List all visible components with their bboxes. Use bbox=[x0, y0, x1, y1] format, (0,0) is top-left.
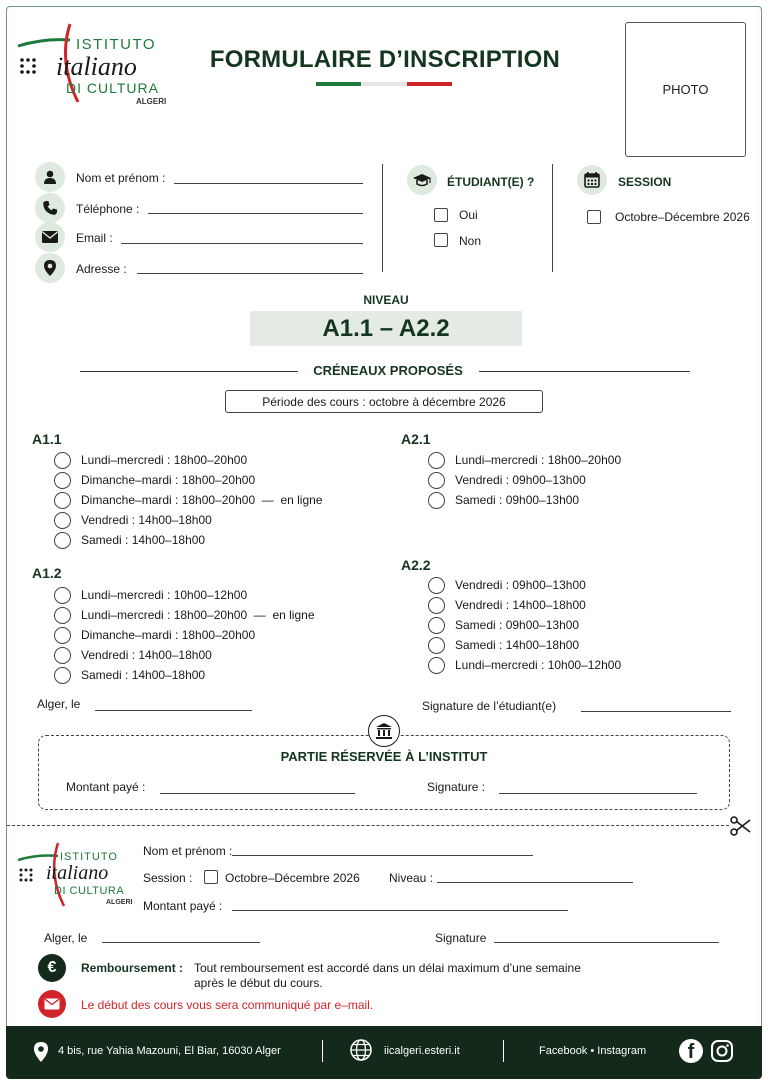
instagram-icon[interactable] bbox=[710, 1039, 734, 1063]
slot-label: Samedi : 14h00–18h00 bbox=[81, 533, 206, 547]
slot-label: Dimanche–mardi : 18h00–20h00 — en ligne bbox=[81, 493, 323, 507]
facebook-icon[interactable]: f bbox=[679, 1039, 703, 1063]
slot-label: Samedi : 14h00–18h00 bbox=[81, 668, 206, 682]
scissors-icon bbox=[730, 815, 752, 837]
slot-label: Samedi : 14h00–18h00 bbox=[455, 638, 580, 652]
slot-option[interactable] bbox=[428, 575, 621, 595]
slot-radio[interactable] bbox=[428, 452, 445, 469]
bank-icon bbox=[368, 715, 400, 747]
reserved-heading: PARTIE RÉSERVÉE À L’INSTITUT bbox=[280, 749, 488, 764]
stub-date-field[interactable] bbox=[102, 942, 260, 943]
slot-radio[interactable] bbox=[54, 627, 71, 644]
slot-option[interactable] bbox=[428, 490, 621, 510]
footer-address: 4 bis, rue Yahia Mazouni, El Biar, 16030 Alger bbox=[58, 1045, 281, 1057]
level-a1-2-options bbox=[54, 585, 315, 685]
logo-algeri: ALGERI bbox=[106, 899, 133, 906]
slot-option[interactable] bbox=[54, 510, 323, 530]
amount-paid-field[interactable] bbox=[160, 793, 355, 794]
slot-radio[interactable] bbox=[54, 492, 71, 509]
slot-option[interactable] bbox=[54, 625, 315, 645]
stub-logo bbox=[14, 842, 134, 908]
divider bbox=[479, 371, 690, 372]
slot-radio[interactable] bbox=[54, 647, 71, 664]
envelope-icon bbox=[35, 222, 65, 252]
period-box bbox=[225, 390, 543, 413]
divider bbox=[80, 371, 298, 372]
phone-label: Téléphone : bbox=[76, 202, 140, 216]
student-signature-field[interactable] bbox=[581, 711, 731, 712]
logo-istituto: ISTITUTO bbox=[76, 36, 157, 53]
level-a1-1-heading: A1.1 bbox=[32, 431, 62, 447]
slot-option[interactable] bbox=[428, 615, 621, 635]
address-label: Adresse : bbox=[76, 262, 127, 276]
slot-option[interactable] bbox=[428, 470, 621, 490]
slot-option[interactable] bbox=[428, 655, 621, 675]
stub-amount-field[interactable] bbox=[232, 910, 568, 911]
student-heading: ÉTUDIANT(E) ? bbox=[447, 175, 535, 189]
slot-radio[interactable] bbox=[428, 597, 445, 614]
slot-label: Dimanche–mardi : 18h00–20h00 bbox=[81, 628, 256, 642]
cut-line bbox=[7, 825, 729, 826]
name-label: Nom et prénom : bbox=[76, 171, 166, 185]
slot-option[interactable] bbox=[54, 665, 315, 685]
italian-flag-bar bbox=[316, 82, 452, 86]
slot-option[interactable] bbox=[428, 635, 621, 655]
divider bbox=[503, 1040, 504, 1062]
date-field[interactable] bbox=[95, 710, 252, 711]
stub-level-field[interactable] bbox=[437, 882, 633, 883]
level-a1-1-options bbox=[54, 450, 323, 550]
graduation-cap-icon bbox=[407, 165, 437, 195]
slot-radio[interactable] bbox=[428, 472, 445, 489]
slot-radio[interactable] bbox=[54, 607, 71, 624]
amount-paid-label: Montant payé : bbox=[66, 780, 146, 794]
location-pin-icon bbox=[33, 1041, 49, 1063]
page-title: FORMULAIRE D’INSCRIPTION bbox=[209, 46, 561, 73]
slot-label: Lundi–mercredi : 18h00–20h00 — en ligne bbox=[81, 608, 315, 622]
footer-social: Facebook • Instagram bbox=[539, 1045, 647, 1057]
logo-cultura: DI CULTURA bbox=[54, 885, 125, 897]
stub-signature-label: Signature bbox=[435, 931, 487, 945]
slot-label: Samedi : 09h00–13h00 bbox=[455, 618, 580, 632]
euro-icon: € bbox=[38, 954, 66, 982]
slot-label: Lundi–mercredi : 18h00–20h00 bbox=[455, 453, 622, 467]
slot-radio[interactable] bbox=[428, 617, 445, 634]
slot-label: Lundi–mercredi : 10h00–12h00 bbox=[81, 588, 248, 602]
mail-icon bbox=[38, 990, 66, 1018]
institute-signature-field[interactable] bbox=[499, 793, 697, 794]
refund-text-line2: après le début du cours. bbox=[194, 976, 323, 990]
slot-radio[interactable] bbox=[428, 657, 445, 674]
divider bbox=[322, 1040, 323, 1062]
slot-label: Lundi–mercredi : 18h00–20h00 bbox=[81, 453, 248, 467]
level-value: A1.1 – A2.2 bbox=[250, 311, 522, 346]
person-icon bbox=[35, 162, 65, 192]
slot-option[interactable] bbox=[54, 530, 323, 550]
slot-radio[interactable] bbox=[54, 532, 71, 549]
logo-italiano: italiano bbox=[56, 52, 137, 81]
email-field[interactable] bbox=[121, 243, 363, 244]
student-yes-label: Oui bbox=[459, 208, 478, 222]
slot-radio[interactable] bbox=[428, 637, 445, 654]
period-text: Période des cours : octobre à décembre 2026 bbox=[262, 394, 506, 409]
session-heading: SESSION bbox=[618, 175, 672, 189]
level-a2-1-options bbox=[428, 450, 621, 510]
address-field[interactable] bbox=[137, 273, 363, 274]
stub-name-label: Nom et prénom : bbox=[143, 844, 233, 858]
slot-radio[interactable] bbox=[54, 452, 71, 469]
level-a2-1-heading: A2.1 bbox=[401, 431, 431, 447]
phone-icon bbox=[35, 193, 65, 223]
student-no-checkbox[interactable] bbox=[434, 233, 448, 247]
calendar-icon bbox=[577, 165, 607, 195]
session-option-label: Octobre–Décembre 2026 bbox=[615, 210, 750, 224]
slot-option[interactable] bbox=[428, 450, 621, 470]
refund-title: Remboursement : bbox=[81, 961, 184, 975]
slot-radio[interactable] bbox=[54, 512, 71, 529]
stub-session-checkbox[interactable] bbox=[204, 870, 218, 884]
slot-label: Vendredi : 14h00–18h00 bbox=[81, 513, 212, 527]
footer-website[interactable]: iicalgeri.esteri.it bbox=[384, 1045, 460, 1057]
photo-box[interactable] bbox=[625, 22, 746, 157]
session-checkbox[interactable] bbox=[587, 210, 601, 224]
logo-italiano: italiano bbox=[46, 862, 109, 884]
photo-label: PHOTO bbox=[662, 82, 709, 97]
stub-session-option: Octobre–Décembre 2026 bbox=[225, 871, 360, 885]
email-label: Email : bbox=[76, 231, 113, 245]
logo-istituto: ISTITUTO bbox=[60, 851, 118, 863]
logo-cultura: DI CULTURA bbox=[66, 80, 159, 96]
slot-label: Lundi–mercredi : 10h00–12h00 bbox=[455, 658, 622, 672]
slot-radio[interactable] bbox=[54, 587, 71, 604]
divider bbox=[382, 164, 383, 272]
globe-icon bbox=[349, 1038, 373, 1062]
email-note: Le début des cours vous sera communiqué par e–mail. bbox=[81, 998, 374, 1012]
slot-label: Vendredi : 09h00–13h00 bbox=[455, 578, 586, 592]
logo-algeri: ALGERI bbox=[136, 97, 167, 106]
slot-radio[interactable] bbox=[428, 492, 445, 509]
slot-label: Vendredi : 09h00–13h00 bbox=[455, 473, 586, 487]
slot-option[interactable] bbox=[54, 645, 315, 665]
stub-place-label: Alger, le bbox=[44, 931, 88, 945]
slot-option[interactable] bbox=[428, 595, 621, 615]
stub-signature-field[interactable] bbox=[494, 942, 719, 943]
footer-bar bbox=[6, 1026, 762, 1079]
phone-field[interactable] bbox=[148, 213, 363, 214]
slot-radio[interactable] bbox=[428, 577, 445, 594]
slot-label: Vendredi : 14h00–18h00 bbox=[455, 598, 586, 612]
level-a2-2-options bbox=[428, 575, 621, 675]
slot-label: Dimanche–mardi : 18h00–20h00 bbox=[81, 473, 256, 487]
slot-option[interactable] bbox=[54, 605, 315, 625]
divider bbox=[552, 164, 553, 272]
institute-signature-label: Signature : bbox=[427, 780, 486, 794]
place-date-label: Alger, le bbox=[37, 697, 81, 711]
name-field[interactable] bbox=[174, 183, 363, 184]
level-label: NIVEAU bbox=[363, 293, 409, 307]
student-yes-checkbox[interactable] bbox=[434, 208, 448, 222]
level-a1-2-heading: A1.2 bbox=[32, 565, 62, 581]
slot-label: Samedi : 09h00–13h00 bbox=[455, 493, 580, 507]
stub-name-field[interactable] bbox=[232, 855, 533, 856]
institute-logo bbox=[14, 22, 174, 106]
slot-label: Vendredi : 14h00–18h00 bbox=[81, 648, 212, 662]
slot-option[interactable] bbox=[54, 450, 323, 470]
slot-option[interactable] bbox=[54, 490, 323, 510]
stub-session-label: Session : bbox=[143, 871, 193, 885]
location-pin-icon bbox=[35, 253, 65, 283]
student-signature-label: Signature de l’étudiant(e) bbox=[422, 699, 557, 713]
slots-heading: CRÉNEAUX PROPOSÉS bbox=[313, 363, 463, 378]
student-no-label: Non bbox=[459, 234, 482, 248]
slot-radio[interactable] bbox=[54, 472, 71, 489]
level-a2-2-heading: A2.2 bbox=[401, 557, 431, 573]
stub-level-label: Niveau : bbox=[389, 871, 434, 885]
refund-text-line1: Tout remboursement est accordé dans un délai maximum d’une semaine bbox=[194, 961, 581, 975]
slot-option[interactable] bbox=[54, 470, 323, 490]
slot-radio[interactable] bbox=[54, 667, 71, 684]
stub-amount-label: Montant payé : bbox=[143, 899, 223, 913]
slot-option[interactable] bbox=[54, 585, 315, 605]
